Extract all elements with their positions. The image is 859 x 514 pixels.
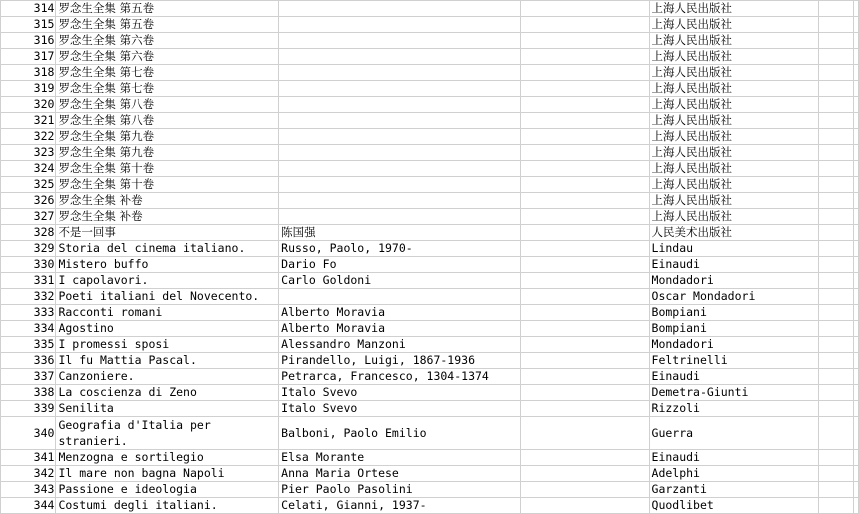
empty-cell[interactable]: [520, 369, 649, 385]
empty-cell[interactable]: [520, 401, 649, 417]
table-row: [1, 33, 859, 49]
author-cell[interactable]: 陈国强: [279, 225, 521, 241]
title-cell[interactable]: Menzogna e sortilegio: [56, 450, 279, 466]
table-row: [1, 145, 859, 161]
empty-cell[interactable]: [520, 321, 649, 337]
row-number-cell[interactable]: 334: [1, 321, 56, 337]
empty-cell[interactable]: [819, 337, 853, 353]
table-row: [1, 353, 859, 369]
author-cell[interactable]: Celati, Gianni, 1937-: [279, 498, 521, 514]
table-row: [1, 161, 859, 177]
publisher-cell[interactable]: 上海人民出版社: [649, 1, 819, 17]
publisher-cell[interactable]: 上海人民出版社: [649, 81, 819, 97]
row-number-cell[interactable]: 332: [1, 289, 56, 305]
table-row: [1, 17, 859, 33]
author-cell[interactable]: Carlo Goldoni: [279, 273, 521, 289]
row-number-cell[interactable]: 317: [1, 49, 56, 65]
empty-cell[interactable]: [819, 385, 853, 401]
publisher-cell[interactable]: 上海人民出版社: [649, 209, 819, 225]
row-number-cell[interactable]: 314: [1, 1, 56, 17]
row-number-cell[interactable]: 336: [1, 353, 56, 369]
row-number-cell[interactable]: 327: [1, 209, 56, 225]
empty-cell[interactable]: [853, 417, 858, 450]
publisher-cell[interactable]: Garzanti: [649, 482, 819, 498]
empty-cell[interactable]: [819, 209, 853, 225]
author-cell[interactable]: Dario Fo: [279, 257, 521, 273]
empty-cell[interactable]: [520, 289, 649, 305]
publisher-cell[interactable]: Lindau: [649, 241, 819, 257]
author-cell[interactable]: Italo Svevo: [279, 385, 521, 401]
row-number-cell[interactable]: 335: [1, 337, 56, 353]
table-row: [1, 369, 859, 385]
title-cell[interactable]: 罗念生全集 第六卷: [56, 33, 279, 49]
title-cell[interactable]: 罗念生全集 第七卷: [56, 65, 279, 81]
empty-cell[interactable]: [520, 353, 649, 369]
row-number-cell[interactable]: 338: [1, 385, 56, 401]
author-cell[interactable]: Balboni, Paolo Emilio: [279, 417, 521, 450]
publisher-cell[interactable]: Einaudi: [649, 369, 819, 385]
row-number-cell[interactable]: 326: [1, 193, 56, 209]
empty-cell[interactable]: [853, 401, 858, 417]
title-cell[interactable]: 不是一回事: [56, 225, 279, 241]
publisher-cell[interactable]: Einaudi: [649, 450, 819, 466]
row-number-cell[interactable]: 344: [1, 498, 56, 514]
table-row: [1, 225, 859, 241]
title-cell[interactable]: 罗念生全集 第八卷: [56, 97, 279, 113]
empty-cell[interactable]: [853, 289, 858, 305]
empty-cell[interactable]: [520, 193, 649, 209]
title-cell[interactable]: Costumi degli italiani.: [56, 498, 279, 514]
title-cell[interactable]: La coscienza di Zeno: [56, 385, 279, 401]
row-number-cell[interactable]: 325: [1, 177, 56, 193]
empty-cell[interactable]: [819, 369, 853, 385]
empty-cell[interactable]: [520, 33, 649, 49]
author-cell[interactable]: Russo, Paolo, 1970-: [279, 241, 521, 257]
table-row: [1, 305, 859, 321]
title-cell[interactable]: 罗念生全集 第八卷: [56, 113, 279, 129]
empty-cell[interactable]: [520, 65, 649, 81]
title-cell[interactable]: Poeti italiani del Novecento.: [56, 289, 279, 305]
empty-cell[interactable]: [819, 305, 853, 321]
table-row: [1, 385, 859, 401]
title-cell[interactable]: 罗念生全集 第六卷: [56, 49, 279, 65]
table-row: [1, 273, 859, 289]
publisher-cell[interactable]: 上海人民出版社: [649, 49, 819, 65]
empty-cell[interactable]: [853, 353, 858, 369]
title-cell[interactable]: 罗念生全集 第七卷: [56, 81, 279, 97]
empty-cell[interactable]: [520, 97, 649, 113]
publisher-cell[interactable]: 上海人民出版社: [649, 161, 819, 177]
empty-cell[interactable]: [819, 273, 853, 289]
empty-cell[interactable]: [853, 385, 858, 401]
empty-cell[interactable]: [853, 97, 858, 113]
row-number-cell[interactable]: 331: [1, 273, 56, 289]
empty-cell[interactable]: [520, 209, 649, 225]
row-number-cell[interactable]: 330: [1, 257, 56, 273]
author-cell[interactable]: [279, 177, 521, 193]
author-cell[interactable]: [279, 97, 521, 113]
publisher-cell[interactable]: 上海人民出版社: [649, 97, 819, 113]
empty-cell[interactable]: [819, 113, 853, 129]
author-cell[interactable]: [279, 289, 521, 305]
title-cell[interactable]: 罗念生全集 第十卷: [56, 177, 279, 193]
title-cell[interactable]: 罗念生全集 补卷: [56, 209, 279, 225]
empty-cell[interactable]: [853, 49, 858, 65]
title-cell[interactable]: I promessi sposi: [56, 337, 279, 353]
table-row: [1, 129, 859, 145]
title-cell[interactable]: Storia del cinema italiano.: [56, 241, 279, 257]
table-row: [1, 49, 859, 65]
empty-cell[interactable]: [853, 321, 858, 337]
table-row: [1, 289, 859, 305]
empty-cell[interactable]: [853, 241, 858, 257]
row-number-cell[interactable]: 342: [1, 466, 56, 482]
empty-cell[interactable]: [853, 466, 858, 482]
author-cell[interactable]: [279, 161, 521, 177]
empty-cell[interactable]: [853, 273, 858, 289]
author-cell[interactable]: Petrarca, Francesco, 1304-1374: [279, 369, 521, 385]
publisher-cell[interactable]: 人民美术出版社: [649, 225, 819, 241]
empty-cell[interactable]: [520, 337, 649, 353]
empty-cell[interactable]: [520, 466, 649, 482]
title-cell[interactable]: Mistero buffo: [56, 257, 279, 273]
table-row: [1, 81, 859, 97]
author-cell[interactable]: [279, 209, 521, 225]
title-cell[interactable]: Il fu Mattia Pascal.: [56, 353, 279, 369]
empty-cell[interactable]: [853, 161, 858, 177]
author-cell[interactable]: [279, 65, 521, 81]
author-cell[interactable]: [279, 193, 521, 209]
empty-cell[interactable]: [819, 241, 853, 257]
row-number-cell[interactable]: 321: [1, 113, 56, 129]
author-cell[interactable]: [279, 17, 521, 33]
publisher-cell[interactable]: Bompiani: [649, 321, 819, 337]
table-row: [1, 482, 859, 498]
empty-cell[interactable]: [520, 1, 649, 17]
empty-cell[interactable]: [853, 369, 858, 385]
row-number-cell[interactable]: 318: [1, 65, 56, 81]
empty-cell[interactable]: [853, 498, 858, 514]
empty-cell[interactable]: [853, 65, 858, 81]
publisher-cell[interactable]: 上海人民出版社: [649, 113, 819, 129]
publisher-cell[interactable]: 上海人民出版社: [649, 193, 819, 209]
table-row: [1, 257, 859, 273]
publisher-cell[interactable]: Oscar Mondadori: [649, 289, 819, 305]
title-cell[interactable]: I capolavori.: [56, 273, 279, 289]
empty-cell[interactable]: [853, 177, 858, 193]
empty-cell[interactable]: [819, 177, 853, 193]
author-cell[interactable]: [279, 33, 521, 49]
empty-cell[interactable]: [853, 450, 858, 466]
empty-cell[interactable]: [819, 466, 853, 482]
empty-cell[interactable]: [520, 17, 649, 33]
row-number-cell[interactable]: 322: [1, 129, 56, 145]
table-row: [1, 337, 859, 353]
empty-cell[interactable]: [819, 1, 853, 17]
empty-cell[interactable]: [520, 257, 649, 273]
publisher-cell[interactable]: Bompiani: [649, 305, 819, 321]
author-cell[interactable]: Pier Paolo Pasolini: [279, 482, 521, 498]
table-row: [1, 401, 859, 417]
row-number-cell[interactable]: 324: [1, 161, 56, 177]
empty-cell[interactable]: [853, 257, 858, 273]
table-row: [1, 498, 859, 514]
row-number-cell[interactable]: 316: [1, 33, 56, 49]
empty-cell[interactable]: [819, 81, 853, 97]
empty-cell[interactable]: [819, 49, 853, 65]
table-row: [1, 321, 859, 337]
table-row: [1, 1, 859, 17]
empty-cell[interactable]: [520, 450, 649, 466]
author-cell[interactable]: [279, 81, 521, 97]
empty-cell[interactable]: [520, 49, 649, 65]
publisher-cell[interactable]: 上海人民出版社: [649, 17, 819, 33]
publisher-cell[interactable]: Rizzoli: [649, 401, 819, 417]
empty-cell[interactable]: [853, 225, 858, 241]
title-cell[interactable]: Racconti romani: [56, 305, 279, 321]
title-cell[interactable]: 罗念生全集 第十卷: [56, 161, 279, 177]
author-cell[interactable]: [279, 145, 521, 161]
empty-cell[interactable]: [819, 353, 853, 369]
table-row: [1, 241, 859, 257]
empty-cell[interactable]: [520, 385, 649, 401]
row-number-cell[interactable]: 319: [1, 81, 56, 97]
empty-cell[interactable]: [520, 177, 649, 193]
empty-cell[interactable]: [853, 33, 858, 49]
publisher-cell[interactable]: Feltrinelli: [649, 353, 819, 369]
table-row: [1, 97, 859, 113]
empty-cell[interactable]: [819, 33, 853, 49]
publisher-cell[interactable]: Einaudi: [649, 257, 819, 273]
empty-cell[interactable]: [520, 81, 649, 97]
empty-cell[interactable]: [853, 337, 858, 353]
author-cell[interactable]: [279, 113, 521, 129]
author-cell[interactable]: Alberto Moravia: [279, 321, 521, 337]
author-cell[interactable]: [279, 1, 521, 17]
empty-cell[interactable]: [520, 482, 649, 498]
title-cell[interactable]: 罗念生全集 第五卷: [56, 1, 279, 17]
empty-cell[interactable]: [520, 225, 649, 241]
table-row: [1, 113, 859, 129]
table-row: [1, 177, 859, 193]
empty-cell[interactable]: [819, 257, 853, 273]
author-cell[interactable]: Alessandro Manzoni: [279, 337, 521, 353]
publisher-cell[interactable]: Demetra-Giunti: [649, 385, 819, 401]
empty-cell[interactable]: [853, 81, 858, 97]
row-number-cell[interactable]: 337: [1, 369, 56, 385]
title-cell[interactable]: Agostino: [56, 321, 279, 337]
empty-cell[interactable]: [853, 482, 858, 498]
empty-cell[interactable]: [819, 193, 853, 209]
empty-cell[interactable]: [819, 482, 853, 498]
empty-cell[interactable]: [819, 65, 853, 81]
empty-cell[interactable]: [853, 145, 858, 161]
empty-cell[interactable]: [520, 498, 649, 514]
title-cell[interactable]: Passione e ideologia: [56, 482, 279, 498]
empty-cell[interactable]: [819, 97, 853, 113]
author-cell[interactable]: Elsa Morante: [279, 450, 521, 466]
table-row: [1, 209, 859, 225]
row-number-cell[interactable]: 329: [1, 241, 56, 257]
publisher-cell[interactable]: Guerra: [649, 417, 819, 450]
row-number-cell[interactable]: 340: [1, 417, 56, 450]
author-cell[interactable]: Alberto Moravia: [279, 305, 521, 321]
empty-cell[interactable]: [853, 193, 858, 209]
table-row: [1, 65, 859, 81]
row-number-cell[interactable]: 333: [1, 305, 56, 321]
empty-cell[interactable]: [520, 305, 649, 321]
author-cell[interactable]: Italo Svevo: [279, 401, 521, 417]
author-cell[interactable]: Anna Maria Ortese: [279, 466, 521, 482]
title-cell[interactable]: 罗念生全集 第九卷: [56, 129, 279, 145]
row-number-cell[interactable]: 328: [1, 225, 56, 241]
publisher-cell[interactable]: Quodlibet: [649, 498, 819, 514]
author-cell[interactable]: [279, 49, 521, 65]
empty-cell[interactable]: [819, 417, 853, 450]
publisher-cell[interactable]: 上海人民出版社: [649, 177, 819, 193]
publisher-cell[interactable]: Mondadori: [649, 273, 819, 289]
row-number-cell[interactable]: 320: [1, 97, 56, 113]
title-cell[interactable]: Geografia d'Italia per stranieri.: [56, 417, 279, 450]
empty-cell[interactable]: [853, 17, 858, 33]
title-cell[interactable]: 罗念生全集 第五卷: [56, 17, 279, 33]
empty-cell[interactable]: [819, 289, 853, 305]
empty-cell[interactable]: [853, 1, 858, 17]
author-cell[interactable]: [279, 129, 521, 145]
empty-cell[interactable]: [520, 161, 649, 177]
empty-cell[interactable]: [819, 498, 853, 514]
table-row: [1, 466, 859, 482]
publisher-cell[interactable]: 上海人民出版社: [649, 129, 819, 145]
empty-cell[interactable]: [819, 129, 853, 145]
publisher-cell[interactable]: Adelphi: [649, 466, 819, 482]
empty-cell[interactable]: [819, 161, 853, 177]
empty-cell[interactable]: [853, 113, 858, 129]
row-number-cell[interactable]: 339: [1, 401, 56, 417]
empty-cell[interactable]: [819, 225, 853, 241]
title-cell[interactable]: 罗念生全集 第九卷: [56, 145, 279, 161]
publisher-cell[interactable]: 上海人民出版社: [649, 33, 819, 49]
empty-cell[interactable]: [853, 209, 858, 225]
title-cell[interactable]: Il mare non bagna Napoli: [56, 466, 279, 482]
empty-cell[interactable]: [819, 321, 853, 337]
empty-cell[interactable]: [853, 305, 858, 321]
row-number-cell[interactable]: 323: [1, 145, 56, 161]
publisher-cell[interactable]: 上海人民出版社: [649, 65, 819, 81]
table-row: [1, 193, 859, 209]
author-cell[interactable]: Pirandello, Luigi, 1867-1936: [279, 353, 521, 369]
title-cell[interactable]: 罗念生全集 补卷: [56, 193, 279, 209]
empty-cell[interactable]: [520, 129, 649, 145]
empty-cell[interactable]: [819, 145, 853, 161]
table-row: [1, 417, 859, 450]
title-cell[interactable]: Canzoniere.: [56, 369, 279, 385]
empty-cell[interactable]: [819, 17, 853, 33]
row-number-cell[interactable]: 315: [1, 17, 56, 33]
publisher-cell[interactable]: 上海人民出版社: [649, 145, 819, 161]
empty-cell[interactable]: [520, 241, 649, 257]
row-number-cell[interactable]: 343: [1, 482, 56, 498]
empty-cell[interactable]: [819, 401, 853, 417]
empty-cell[interactable]: [819, 450, 853, 466]
empty-cell[interactable]: [520, 113, 649, 129]
empty-cell[interactable]: [853, 129, 858, 145]
empty-cell[interactable]: [520, 273, 649, 289]
title-cell[interactable]: Senilitа: [56, 401, 279, 417]
empty-cell[interactable]: [520, 145, 649, 161]
row-number-cell[interactable]: 341: [1, 450, 56, 466]
table-row: [1, 450, 859, 466]
empty-cell[interactable]: [520, 417, 649, 450]
publisher-cell[interactable]: Mondadori: [649, 337, 819, 353]
